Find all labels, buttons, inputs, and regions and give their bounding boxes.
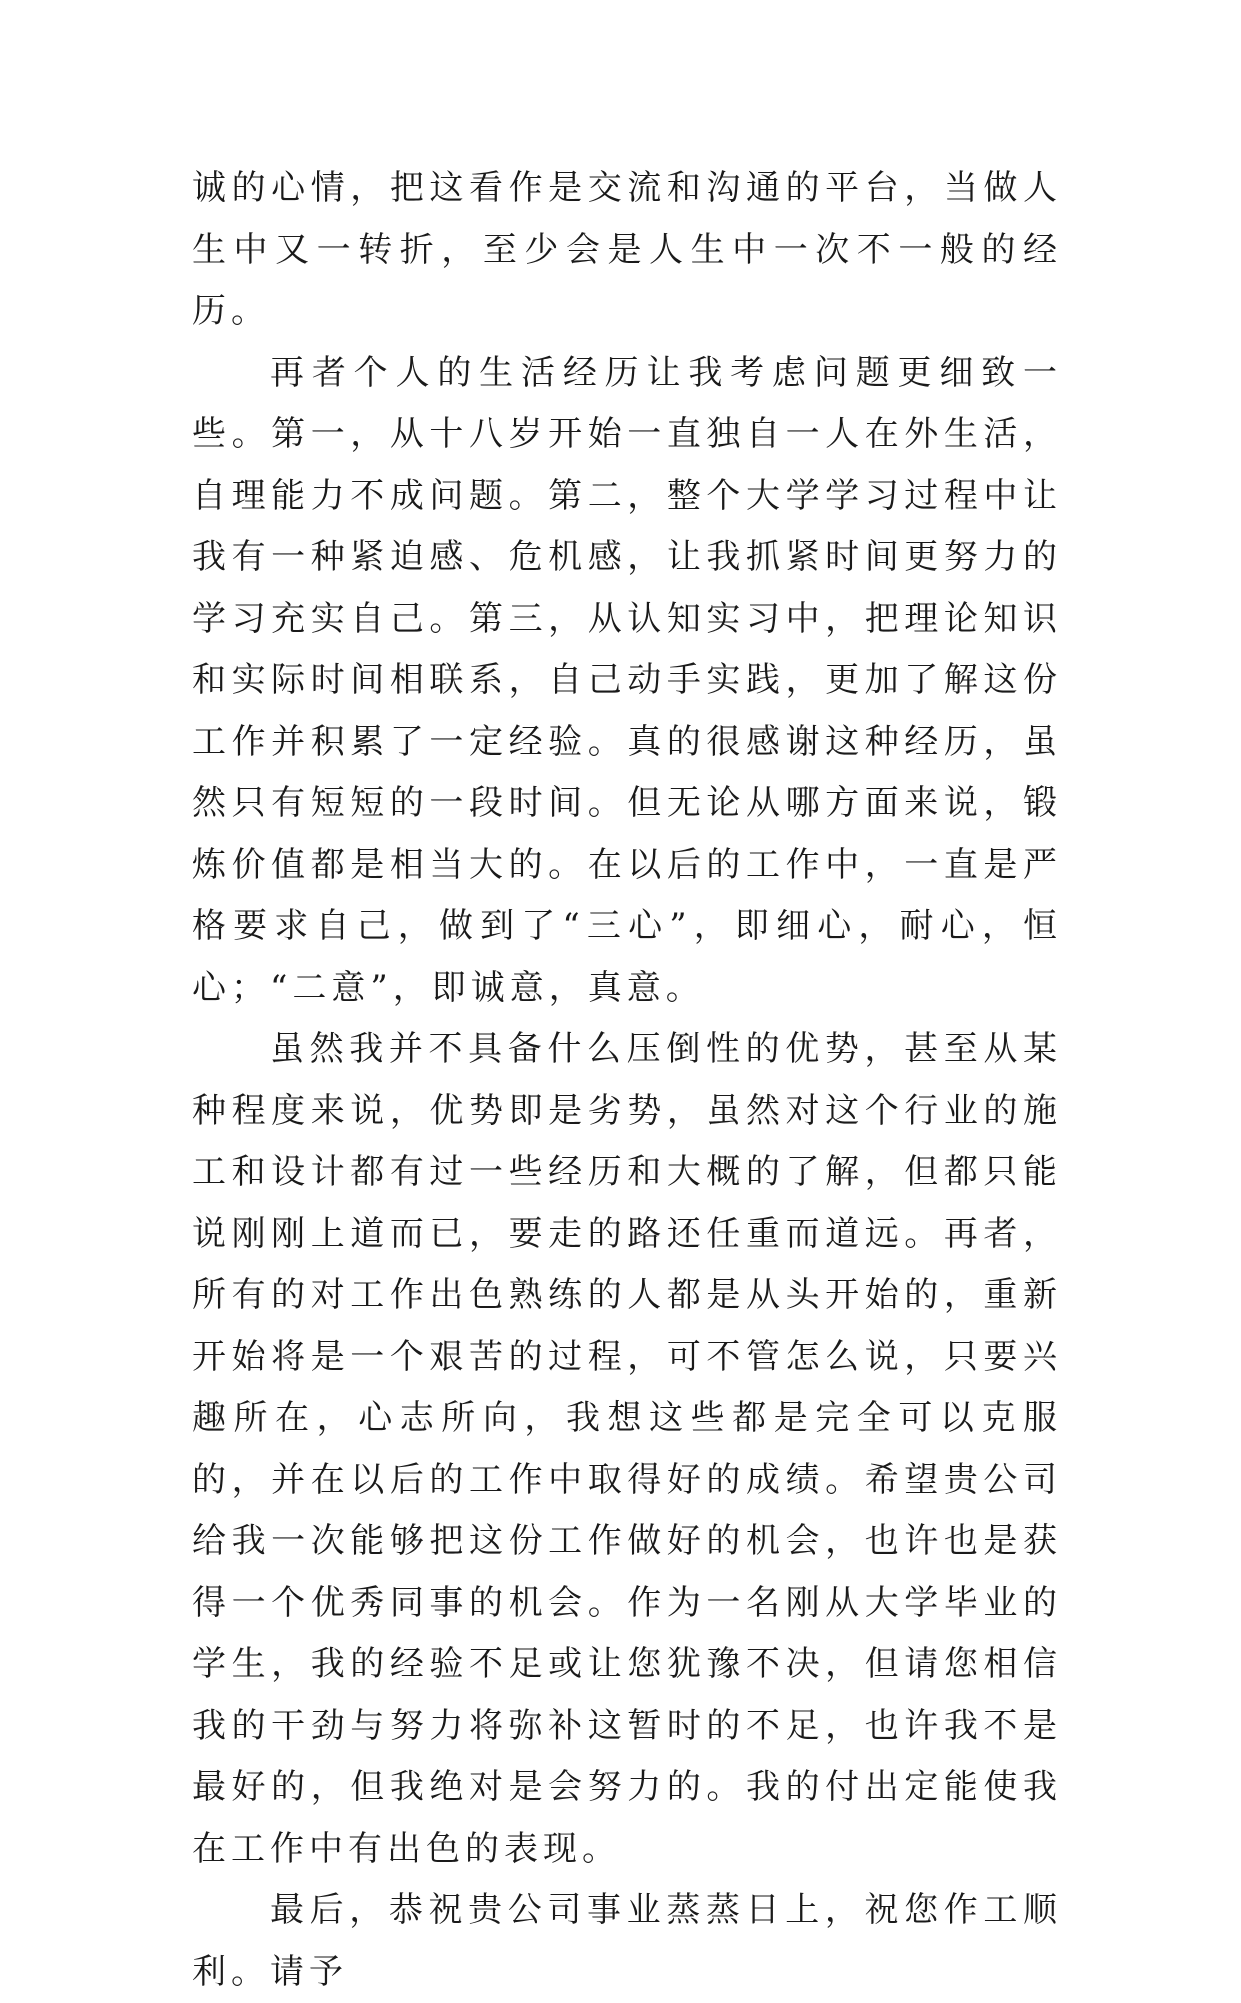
paragraph-2: 再者个人的生活经历让我考虑问题更细致一些。第一，从十八岁开始一直独自一人在外生活，自理能力不成问题。第二，整个大学学习过程中让我有一种紧迫感、危机感，让我抓紧时间更努力的学习充实自己。第三，从认知实习中，把理论知识和实际时间相联系，自己动手实践，更加了解这份工作并积累了一定经验。真的很感谢这种经历，虽然只有短短的一段时间。但无论从哪方面来说，锻炼价值都是相当大的。在以后的工作中，一直是严格要求自己，做到了“三心”，即细心，耐心，恒心；“二意”，即诚意，真意。	[192, 352, 1062, 1008]
paragraph-3: 虽然我并不具备什么压倒性的优势，甚至从某种程度来说，优势即是劣势，虽然对这个行业的施工和设计都有过一些经历和大概的了解，但都只能说刚刚上道而已，要走的路还任重而道远。再者，所有的对工作出色熟练的人都是从头开始的，重新开始将是一个艰苦的过程，可不管怎么说，只要兴趣所在，心志所向，我想这些都是完全可以克服的，并在以后的工作中取得好的成绩。希望贵公司给我一次能够把这份工作做好的机会，也许也是获得一个优秀同事的机会。作为一名刚从大学毕业的学生，我的经验不足或让您犹豫不决，但请您相信我的干劲与努力将弥补这暂时的不足，也许我不是最好的，但我绝对是会努力的。我的付出定能使我在工作中有出色的表现。	[192, 1029, 1062, 1869]
paragraph-4: 最后，恭祝贵公司事业蒸蒸日上，祝您作工顺利。请予	[192, 1890, 1062, 1992]
paragraph-1: 诚的心情，把这看作是交流和沟通的平台，当做人生中又一转折，至少会是人生中一次不一般的经历。	[192, 168, 1062, 331]
letter-body	[192, 158, 1062, 2003]
